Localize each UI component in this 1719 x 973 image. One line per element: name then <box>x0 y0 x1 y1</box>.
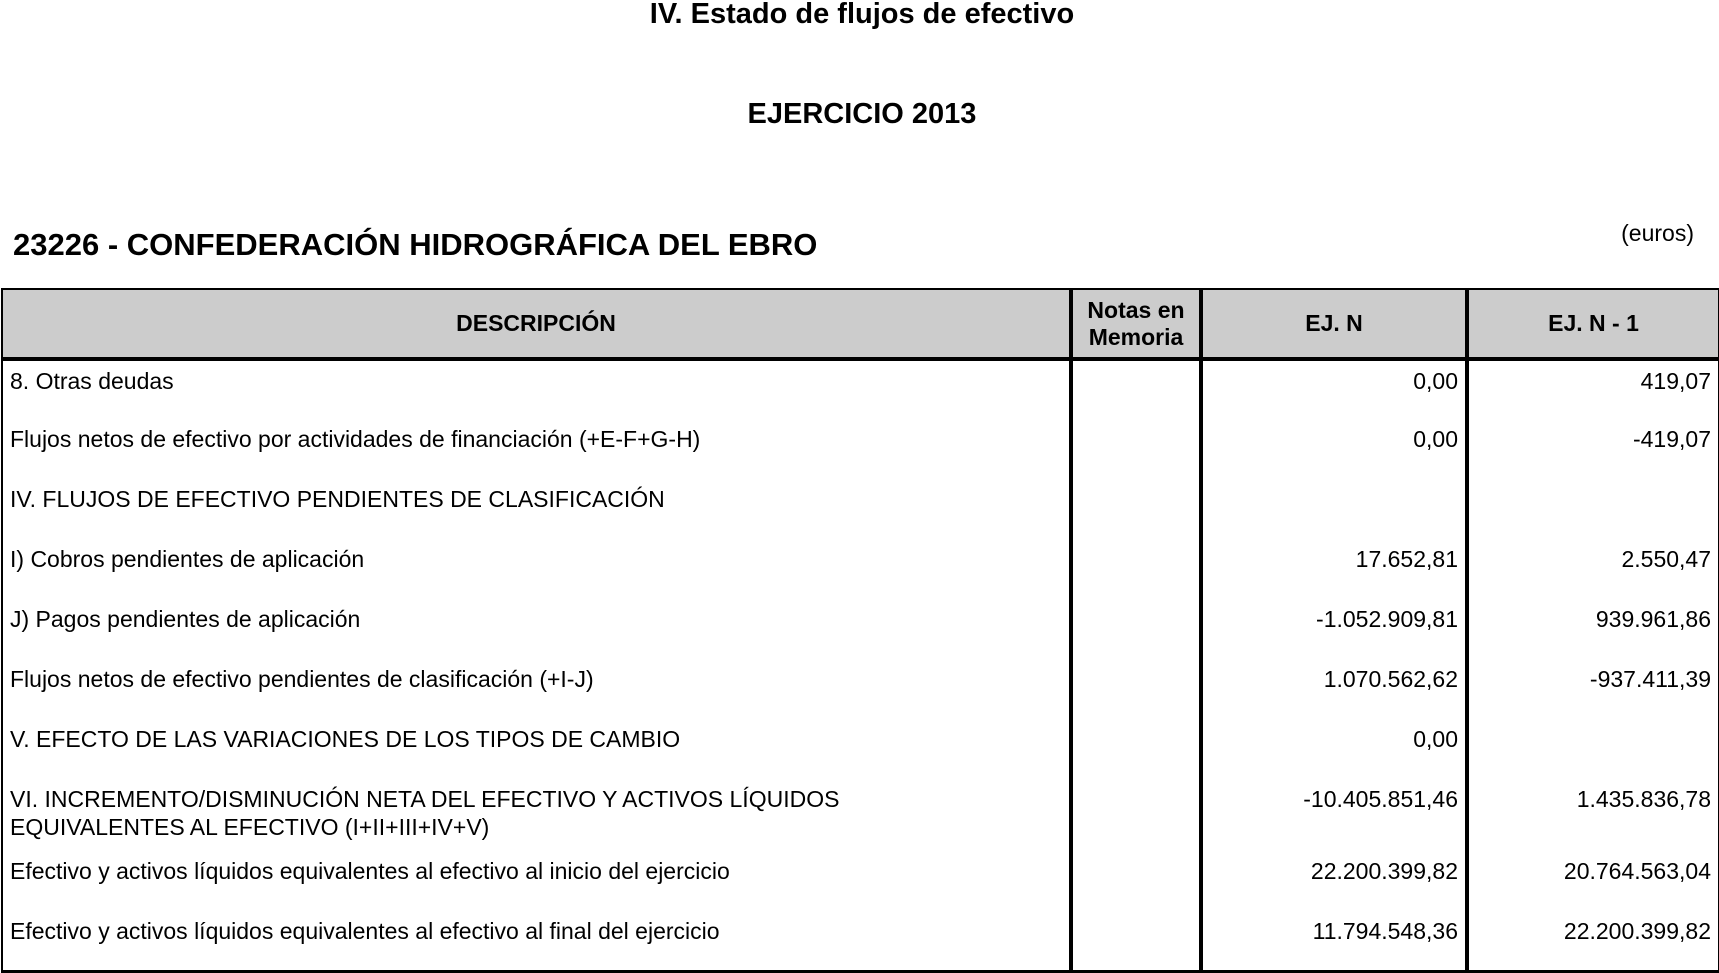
row-ej-n1: 20.764.563,04 <box>1467 851 1719 911</box>
row-ej-n1: 2.550,47 <box>1467 539 1719 599</box>
row-ej-n: 1.070.562,62 <box>1201 659 1467 719</box>
row-ej-n1: 419,07 <box>1467 359 1719 419</box>
row-ej-n: 17.652,81 <box>1201 539 1467 599</box>
table-row <box>2 599 1719 659</box>
row-ej-n1: 939.961,86 <box>1467 599 1719 659</box>
row-ej-n <box>1201 479 1467 539</box>
row-description: 8. Otras deudas <box>10 368 174 394</box>
document-subtitle: EJERCICIO 2013 <box>747 98 977 130</box>
row-ej-n1: -937.411,39 <box>1467 659 1719 719</box>
table-header-row <box>2 289 1719 359</box>
cash-flow-table <box>1 288 1719 973</box>
table-row <box>2 359 1719 419</box>
row-notes <box>1071 779 1201 851</box>
row-ej-n1 <box>1467 719 1719 779</box>
header-description: DESCRIPCIÓN <box>2 289 1071 359</box>
header-ej-n: EJ. N <box>1201 289 1467 359</box>
document-title: IV. Estado de flujos de efectivo <box>649 0 1075 30</box>
table-row <box>2 539 1719 599</box>
row-description-line1: VI. INCREMENTO/DISMINUCIÓN NETA DEL EFECTIVO Y ACTIVOS LÍQUIDOS <box>10 786 840 812</box>
table-row <box>2 851 1719 911</box>
row-ej-n: 11.794.548,36 <box>1201 911 1467 971</box>
row-notes <box>1071 911 1201 971</box>
table-row <box>2 779 1719 851</box>
table-row <box>2 911 1719 971</box>
row-description: Flujos netos de efectivo pendientes de clasificación (+I-J) <box>10 666 594 692</box>
row-description: Efectivo y activos líquidos equivalentes al efectivo al inicio del ejercicio <box>10 858 730 884</box>
header-notes <box>1071 289 1201 359</box>
row-description: Flujos netos de efectivo por actividades de financiación (+E-F+G-H) <box>10 426 701 452</box>
row-notes <box>1071 659 1201 719</box>
header-notes-line1: Notas en <box>1087 297 1185 324</box>
row-notes <box>1071 479 1201 539</box>
table-row <box>2 659 1719 719</box>
row-description <box>2 779 1071 851</box>
row-description: Efectivo y activos líquidos equivalentes al efectivo al final del ejercicio <box>10 918 720 944</box>
row-notes <box>1071 359 1201 419</box>
row-description: J) Pagos pendientes de aplicación <box>10 606 361 632</box>
row-notes <box>1071 719 1201 779</box>
row-ej-n: 0,00 <box>1201 359 1467 419</box>
row-ej-n: -10.405.851,46 <box>1201 779 1467 851</box>
row-ej-n1: 1.435.836,78 <box>1467 779 1719 851</box>
row-description: I) Cobros pendientes de aplicación <box>10 546 365 572</box>
row-ej-n1: -419,07 <box>1467 419 1719 479</box>
row-description: IV. FLUJOS DE EFECTIVO PENDIENTES DE CLASIFICACIÓN <box>10 486 665 512</box>
row-ej-n1 <box>1467 479 1719 539</box>
row-notes <box>1071 419 1201 479</box>
row-ej-n: -1.052.909,81 <box>1201 599 1467 659</box>
table-row <box>2 419 1719 479</box>
entity-name: 23226 - CONFEDERACIÓN HIDROGRÁFICA DEL EBRO <box>13 227 818 262</box>
header-notes-line2: Memoria <box>1088 323 1184 350</box>
currency-unit: (euros) <box>1621 220 1694 246</box>
row-description-line2: EQUIVALENTES AL EFECTIVO (I+II+III+IV+V) <box>10 814 490 840</box>
row-ej-n: 0,00 <box>1201 419 1467 479</box>
row-notes <box>1071 851 1201 911</box>
row-notes <box>1071 539 1201 599</box>
row-ej-n1: 22.200.399,82 <box>1467 911 1719 971</box>
row-ej-n: 22.200.399,82 <box>1201 851 1467 911</box>
row-ej-n: 0,00 <box>1201 719 1467 779</box>
row-notes <box>1071 599 1201 659</box>
row-description: V. EFECTO DE LAS VARIACIONES DE LOS TIPOS DE CAMBIO <box>10 726 681 752</box>
header-ej-n1: EJ. N - 1 <box>1467 289 1719 359</box>
table-row <box>2 719 1719 779</box>
table-row <box>2 479 1719 539</box>
